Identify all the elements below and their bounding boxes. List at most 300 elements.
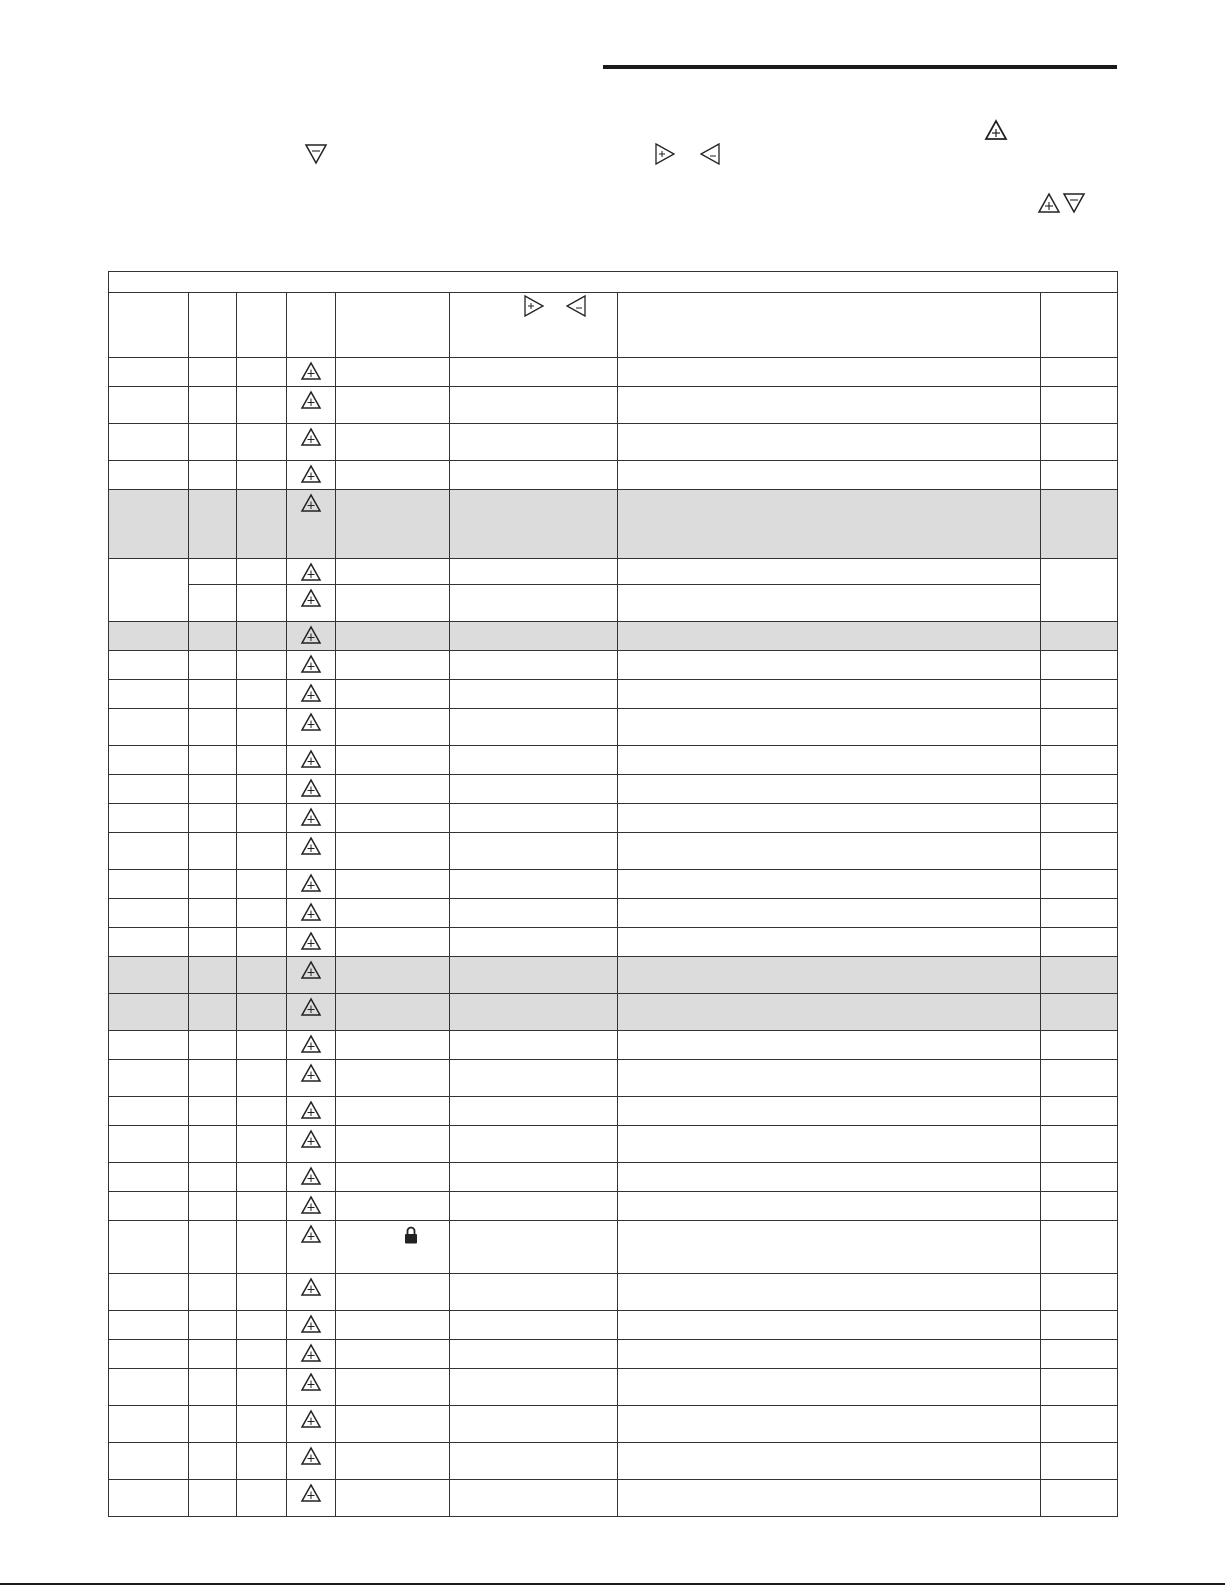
table-cell — [450, 1192, 618, 1221]
up-plus-key-icon — [301, 713, 321, 731]
table-cell — [109, 1406, 189, 1443]
table-cell — [109, 461, 189, 490]
table-cell — [1041, 1406, 1118, 1443]
key-cell — [287, 1340, 336, 1369]
up-plus-key-icon — [301, 874, 321, 892]
table-cell — [618, 1031, 1041, 1060]
table-cell — [109, 622, 189, 651]
table-cell — [237, 1369, 287, 1406]
table-cell — [336, 1406, 450, 1443]
table-cell — [1041, 1443, 1118, 1480]
key-cell — [287, 651, 336, 680]
table-cell — [336, 833, 450, 870]
table-cell — [450, 1311, 618, 1340]
table-cell — [1041, 994, 1118, 1031]
table-cell — [450, 358, 618, 387]
table-row — [109, 1406, 1118, 1443]
table-cell — [336, 870, 450, 899]
table-cell — [1041, 899, 1118, 928]
table-cell — [109, 709, 189, 746]
header-cell — [287, 293, 336, 358]
table-cell — [336, 1097, 450, 1126]
table-cell — [1041, 1221, 1118, 1274]
table-cell — [237, 490, 287, 559]
table-cell — [1041, 387, 1118, 424]
table-cell — [336, 994, 450, 1031]
table-cell — [336, 804, 450, 833]
table-cell — [1041, 1031, 1118, 1060]
table-cell — [109, 775, 189, 804]
table-cell — [618, 1097, 1041, 1126]
table-cell — [237, 1163, 287, 1192]
table-cell — [237, 622, 287, 651]
table-cell — [450, 585, 618, 622]
table-cell — [237, 994, 287, 1031]
table-cell — [618, 680, 1041, 709]
table-cell — [618, 622, 1041, 651]
table-cell — [618, 746, 1041, 775]
up-plus-key-icon — [301, 750, 321, 768]
table-cell — [1041, 358, 1118, 387]
key-cell — [287, 709, 336, 746]
table-cell — [450, 899, 618, 928]
table-cell — [189, 622, 237, 651]
table-cell — [237, 1031, 287, 1060]
table-cell — [189, 1369, 237, 1406]
table-cell — [109, 870, 189, 899]
key-cell — [287, 1031, 336, 1060]
table-cell — [1041, 775, 1118, 804]
up-plus-key-icon — [301, 1315, 321, 1333]
table-row — [109, 928, 1118, 957]
table-cell — [109, 994, 189, 1031]
table-cell — [189, 651, 237, 680]
up-plus-key-icon — [301, 362, 321, 380]
table-cell — [450, 775, 618, 804]
table-cell — [1041, 622, 1118, 651]
table-cell — [189, 775, 237, 804]
table-row — [109, 870, 1118, 899]
key-cell — [287, 387, 336, 424]
table-cell — [109, 1340, 189, 1369]
key-cell — [287, 358, 336, 387]
table-row — [109, 680, 1118, 709]
table-cell — [336, 899, 450, 928]
up-plus-key-icon — [301, 998, 321, 1016]
table-cell — [109, 1274, 189, 1311]
table-cell — [336, 957, 450, 994]
table-cell — [109, 387, 189, 424]
table-cell — [237, 585, 287, 622]
header-cell — [1041, 293, 1118, 358]
table-cell — [618, 804, 1041, 833]
table-cell — [109, 424, 189, 461]
table-cell — [237, 804, 287, 833]
table-cell — [237, 1443, 287, 1480]
key-cell — [287, 957, 336, 994]
up-plus-key-icon — [301, 1373, 321, 1391]
key-cell — [287, 1192, 336, 1221]
table-cell — [189, 1192, 237, 1221]
table-cell — [450, 870, 618, 899]
header-cell-keys — [450, 293, 618, 358]
table-cell — [237, 899, 287, 928]
table-cell — [618, 1311, 1041, 1340]
key-cell — [287, 775, 336, 804]
key-cell — [287, 1097, 336, 1126]
table-cell — [450, 461, 618, 490]
up-plus-key-icon — [301, 1344, 321, 1362]
table-cell — [109, 1126, 189, 1163]
up-plus-key-icon — [301, 684, 321, 702]
table-row — [109, 1340, 1118, 1369]
up-plus-key-icon — [301, 494, 321, 512]
table-cell — [1041, 461, 1118, 490]
table-cell — [618, 490, 1041, 559]
table-cell — [189, 585, 237, 622]
table-cell — [1041, 651, 1118, 680]
key-cell — [287, 928, 336, 957]
table-cell — [237, 1340, 287, 1369]
table-row — [109, 490, 1118, 559]
table-cell — [189, 994, 237, 1031]
table-cell — [450, 387, 618, 424]
table-cell — [1041, 1192, 1118, 1221]
table-cell — [450, 1274, 618, 1311]
table-cell — [237, 1192, 287, 1221]
table-cell — [1041, 1060, 1118, 1097]
up-plus-key-icon — [301, 1225, 321, 1243]
up-plus-key-icon — [301, 1101, 321, 1119]
table-cell — [237, 928, 287, 957]
table-cell — [189, 559, 237, 585]
key-cell — [287, 746, 336, 775]
table-cell — [189, 804, 237, 833]
up-plus-key-icon — [301, 428, 321, 446]
table-cell — [336, 424, 450, 461]
up-plus-key-icon — [301, 808, 321, 826]
key-cell — [287, 1126, 336, 1163]
table-cell — [336, 1163, 450, 1192]
table-cell — [109, 928, 189, 957]
table-row — [109, 424, 1118, 461]
table-cell — [237, 387, 287, 424]
table-cell — [109, 1031, 189, 1060]
table-cell — [1041, 870, 1118, 899]
table-row — [109, 1480, 1118, 1517]
key-cell — [287, 833, 336, 870]
table-cell — [1041, 1163, 1118, 1192]
table-cell — [109, 1443, 189, 1480]
table-cell — [189, 1311, 237, 1340]
table-row — [109, 1097, 1118, 1126]
up-plus-key-icon — [301, 465, 321, 483]
table-cell — [450, 1221, 618, 1274]
table-cell — [1041, 1340, 1118, 1369]
table-cell — [237, 775, 287, 804]
table-cell — [618, 559, 1041, 585]
table-cell — [237, 559, 287, 585]
table-cell — [450, 490, 618, 559]
table-cell — [189, 1221, 237, 1274]
table-cell — [1041, 1369, 1118, 1406]
table-cell — [237, 680, 287, 709]
table-cell — [109, 559, 189, 622]
table-cell — [336, 1369, 450, 1406]
table-cell — [450, 1340, 618, 1369]
key-cell — [287, 1369, 336, 1406]
table-cell — [189, 957, 237, 994]
right-plus-key-icon — [524, 295, 544, 317]
table-cell — [450, 622, 618, 651]
table-row — [109, 1221, 1118, 1274]
table-cell — [336, 1126, 450, 1163]
left-minus-key-icon — [700, 143, 720, 165]
table-cell — [189, 358, 237, 387]
table-cell — [189, 746, 237, 775]
table-cell — [109, 899, 189, 928]
table-cell — [336, 622, 450, 651]
table-cell — [237, 746, 287, 775]
table-cell — [450, 1060, 618, 1097]
table-cell — [189, 387, 237, 424]
up-plus-key-icon — [301, 655, 321, 673]
table-cell — [1041, 957, 1118, 994]
table-cell — [237, 651, 287, 680]
table-cell — [336, 461, 450, 490]
up-plus-key-icon — [301, 932, 321, 950]
table-cell — [109, 358, 189, 387]
table-cell — [618, 1060, 1041, 1097]
key-cell — [287, 1163, 336, 1192]
table-cell — [618, 1480, 1041, 1517]
table-cell — [336, 1274, 450, 1311]
table-cell — [189, 680, 237, 709]
table-cell — [450, 957, 618, 994]
table-cell — [618, 994, 1041, 1031]
table-cell — [618, 1340, 1041, 1369]
table-cell — [336, 928, 450, 957]
key-cell — [287, 461, 336, 490]
key-cell — [287, 585, 336, 622]
key-cell — [287, 1480, 336, 1517]
table-cell — [450, 1480, 618, 1517]
table-cell — [618, 585, 1041, 622]
table-cell — [237, 358, 287, 387]
table-cell — [237, 1221, 287, 1274]
table-cell — [336, 1031, 450, 1060]
table-cell — [336, 1060, 450, 1097]
key-cell — [287, 424, 336, 461]
table-cell — [450, 709, 618, 746]
table-row — [109, 709, 1118, 746]
table-cell — [336, 680, 450, 709]
up-plus-key-icon — [301, 1130, 321, 1148]
key-cell — [287, 899, 336, 928]
up-plus-key-icon — [301, 391, 321, 409]
up-plus-key-icon — [301, 1484, 321, 1502]
table-cell — [109, 1311, 189, 1340]
header-cell — [336, 293, 450, 358]
table-cell — [237, 709, 287, 746]
table-cell — [1041, 424, 1118, 461]
up-plus-key-icon — [301, 1196, 321, 1214]
key-cell — [287, 559, 336, 585]
table-cell — [336, 1311, 450, 1340]
table-cell — [618, 833, 1041, 870]
table-row — [109, 1274, 1118, 1311]
table-cell — [450, 1031, 618, 1060]
table-cell — [336, 746, 450, 775]
table-cell — [450, 746, 618, 775]
table-cell — [237, 461, 287, 490]
key-cell — [287, 804, 336, 833]
table-cell — [618, 1274, 1041, 1311]
key-cell — [287, 1060, 336, 1097]
table-cell — [450, 928, 618, 957]
table-row — [109, 585, 1118, 622]
table-cell — [189, 490, 237, 559]
key-cell — [287, 1443, 336, 1480]
left-minus-key-icon — [566, 295, 586, 317]
header-cell — [618, 293, 1041, 358]
table-cell — [189, 928, 237, 957]
table-cell — [109, 680, 189, 709]
table-row — [109, 1060, 1118, 1097]
key-cell — [287, 1406, 336, 1443]
table-cell — [109, 1369, 189, 1406]
up-plus-key-icon — [985, 120, 1007, 140]
table-cell — [336, 709, 450, 746]
table-cell — [618, 387, 1041, 424]
table-cell — [189, 1097, 237, 1126]
table-row — [109, 651, 1118, 680]
table-cell — [336, 585, 450, 622]
table-cell — [109, 1163, 189, 1192]
table-cell — [189, 1274, 237, 1311]
up-plus-key-icon — [301, 837, 321, 855]
table-cell — [189, 870, 237, 899]
table-cell — [450, 1443, 618, 1480]
key-cell — [287, 490, 336, 559]
table-cell — [336, 490, 450, 559]
up-plus-key-icon — [301, 903, 321, 921]
up-plus-key-icon — [301, 1447, 321, 1465]
table-row — [109, 1126, 1118, 1163]
table-cell — [336, 358, 450, 387]
table-row — [109, 1369, 1118, 1406]
table-cell — [109, 804, 189, 833]
table-cell — [189, 1060, 237, 1097]
key-cell — [287, 994, 336, 1031]
table-cell — [189, 1340, 237, 1369]
table-cell — [450, 804, 618, 833]
table-cell — [450, 1369, 618, 1406]
table-cell — [1041, 680, 1118, 709]
top-rule — [603, 65, 1117, 69]
up-plus-key-icon — [301, 1167, 321, 1185]
table-row — [109, 775, 1118, 804]
table-cell — [1041, 709, 1118, 746]
table-title-row — [109, 272, 1118, 293]
table-cell — [109, 1192, 189, 1221]
table-row — [109, 994, 1118, 1031]
table-cell — [189, 1480, 237, 1517]
up-plus-key-icon — [301, 563, 321, 581]
table-cell — [1041, 1480, 1118, 1517]
table-row — [109, 1443, 1118, 1480]
table-cell — [109, 957, 189, 994]
table-cell — [189, 461, 237, 490]
table-cell — [450, 833, 618, 870]
table-cell — [1041, 804, 1118, 833]
table-cell — [336, 387, 450, 424]
table-cell — [336, 775, 450, 804]
table-cell — [450, 424, 618, 461]
table-cell — [336, 1443, 450, 1480]
key-cell — [287, 622, 336, 651]
table-cell — [450, 651, 618, 680]
key-cell — [287, 870, 336, 899]
table-header-row — [109, 293, 1118, 358]
table-row — [109, 461, 1118, 490]
table-cell — [1041, 559, 1118, 622]
table-cell — [189, 833, 237, 870]
up-plus-key-icon — [301, 1064, 321, 1082]
table-cell — [189, 899, 237, 928]
table-cell — [189, 1126, 237, 1163]
table-cell — [450, 1163, 618, 1192]
table-cell — [618, 1192, 1041, 1221]
table-row — [109, 358, 1118, 387]
table-cell — [109, 1060, 189, 1097]
down-minus-key-icon — [1063, 193, 1085, 213]
table-cell — [336, 1221, 450, 1274]
up-plus-key-icon — [301, 589, 321, 607]
table-cell — [237, 1126, 287, 1163]
table-cell — [450, 1097, 618, 1126]
lock-icon — [404, 1226, 418, 1247]
table-cell — [237, 1311, 287, 1340]
table-row — [109, 387, 1118, 424]
header-cell — [237, 293, 287, 358]
table-row — [109, 622, 1118, 651]
up-plus-key-icon — [301, 1278, 321, 1296]
table-cell — [109, 1221, 189, 1274]
table-row — [109, 1311, 1118, 1340]
table-cell — [109, 1480, 189, 1517]
table-cell — [618, 1163, 1041, 1192]
table-row — [109, 1192, 1118, 1221]
header-cell — [189, 293, 237, 358]
table-row — [109, 559, 1118, 585]
key-cell — [287, 1311, 336, 1340]
table-cell — [618, 899, 1041, 928]
table-cell — [618, 1126, 1041, 1163]
table-cell — [109, 833, 189, 870]
table-row — [109, 899, 1118, 928]
table-cell — [336, 1480, 450, 1517]
table-cell — [189, 1443, 237, 1480]
table-cell — [618, 358, 1041, 387]
table-cell — [450, 1126, 618, 1163]
table-cell — [237, 1097, 287, 1126]
table-cell — [1041, 1097, 1118, 1126]
table-cell — [237, 1274, 287, 1311]
table-cell — [109, 746, 189, 775]
table-cell — [109, 651, 189, 680]
table-cell — [618, 957, 1041, 994]
